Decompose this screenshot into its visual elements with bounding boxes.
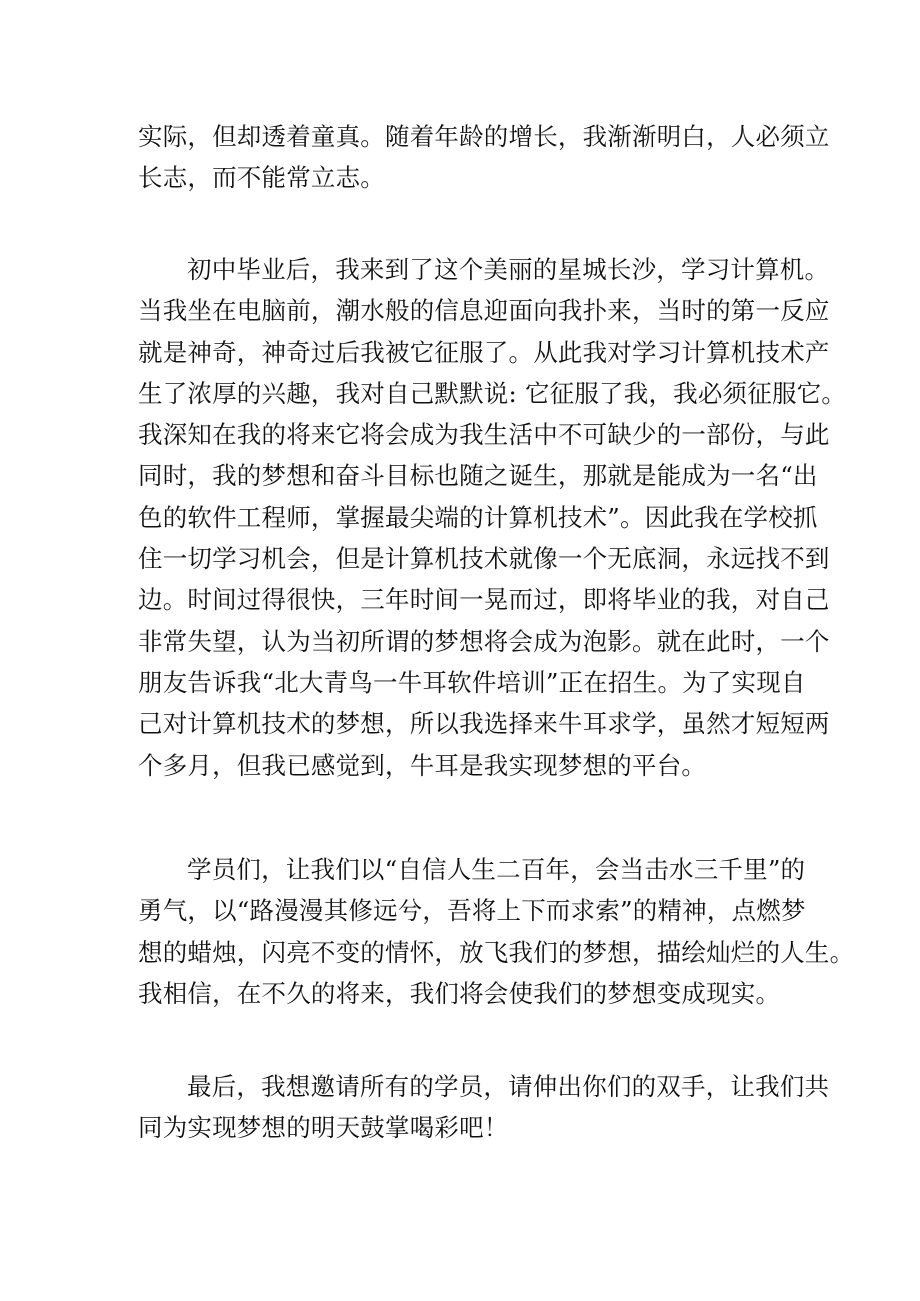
- paragraph-line: 就是神奇，神奇过后我被它征服了。从此我对学习计算机技术产: [138, 337, 830, 367]
- paragraph-4: [138, 1066, 830, 1149]
- paragraph-line: 生了浓厚的兴趣，我对自己默默说: 它征服了我，我必须征服它。: [138, 378, 847, 408]
- paragraph-line: 学员们，让我们以“自信人生二百年，会当击水三千里”的: [187, 855, 806, 884]
- paragraph-line: 朋友告诉我“北大青鸟一牛耳软件培训”正在招生。为了实现自: [138, 667, 806, 697]
- paragraph-line: 初中毕业后，我来到了这个美丽的星城长沙，学习计算机。: [187, 255, 830, 284]
- paragraph-line: 同为实现梦想的明天鼓掌喝彩吧！: [138, 1113, 509, 1143]
- paragraph-line: 勇气，以“路漫漫其修远兮，吾将上下而求索”的精神，点燃梦: [138, 896, 806, 926]
- paragraph-line: 我深知在我的将来它将会成为我生活中不可缺少的一部份，与此: [138, 420, 830, 450]
- paragraph-line: 住一切学习机会，但是计算机技术就像一个无底洞，永远找不到: [138, 544, 830, 574]
- paragraph-2: [138, 249, 847, 786]
- paragraph-line: 实际，但却透着童真。随着年龄的增长，我渐渐明白，人必须立: [138, 122, 830, 151]
- paragraph-line: 最后，我想邀请所有的学员，请伸出你们的双手，让我们共: [187, 1072, 830, 1101]
- paragraph-line: 边。时间过得很快，三年时间一晃而过，即将毕业的我，对自己: [138, 585, 830, 615]
- paragraph-line: 当我坐在电脑前，潮水般的信息迎面向我扑来，当时的第一反应: [138, 296, 830, 326]
- paragraph-1: [138, 116, 830, 199]
- paragraph-line: 同时，我的梦想和奋斗目标也随之诞生，那就是能成为一名“出: [138, 461, 818, 491]
- paragraph-line: 我相信，在不久的将来，我们将会使我们的梦想变成现实。: [138, 978, 781, 1008]
- paragraph-3: [138, 849, 855, 1014]
- paragraph-line: 非常失望，认为当初所谓的梦想将会成为泡影。就在此时，一个: [138, 626, 830, 656]
- paragraph-line: 长志，而不能常立志。: [138, 163, 385, 193]
- paragraph-line: 色的软件工程师，掌握最尖端的计算机技术”。因此我在学校抓: [138, 502, 818, 532]
- paragraph-line: 想的蜡烛，闪亮不变的情怀，放飞我们的梦想，描绘灿烂的人生。: [138, 937, 855, 967]
- paragraph-line: 己对计算机技术的梦想，所以我选择来牛耳求学，虽然才短短两: [138, 709, 830, 739]
- paragraph-line: 个多月，但我已感觉到，牛耳是我实现梦想的平台。: [138, 750, 707, 780]
